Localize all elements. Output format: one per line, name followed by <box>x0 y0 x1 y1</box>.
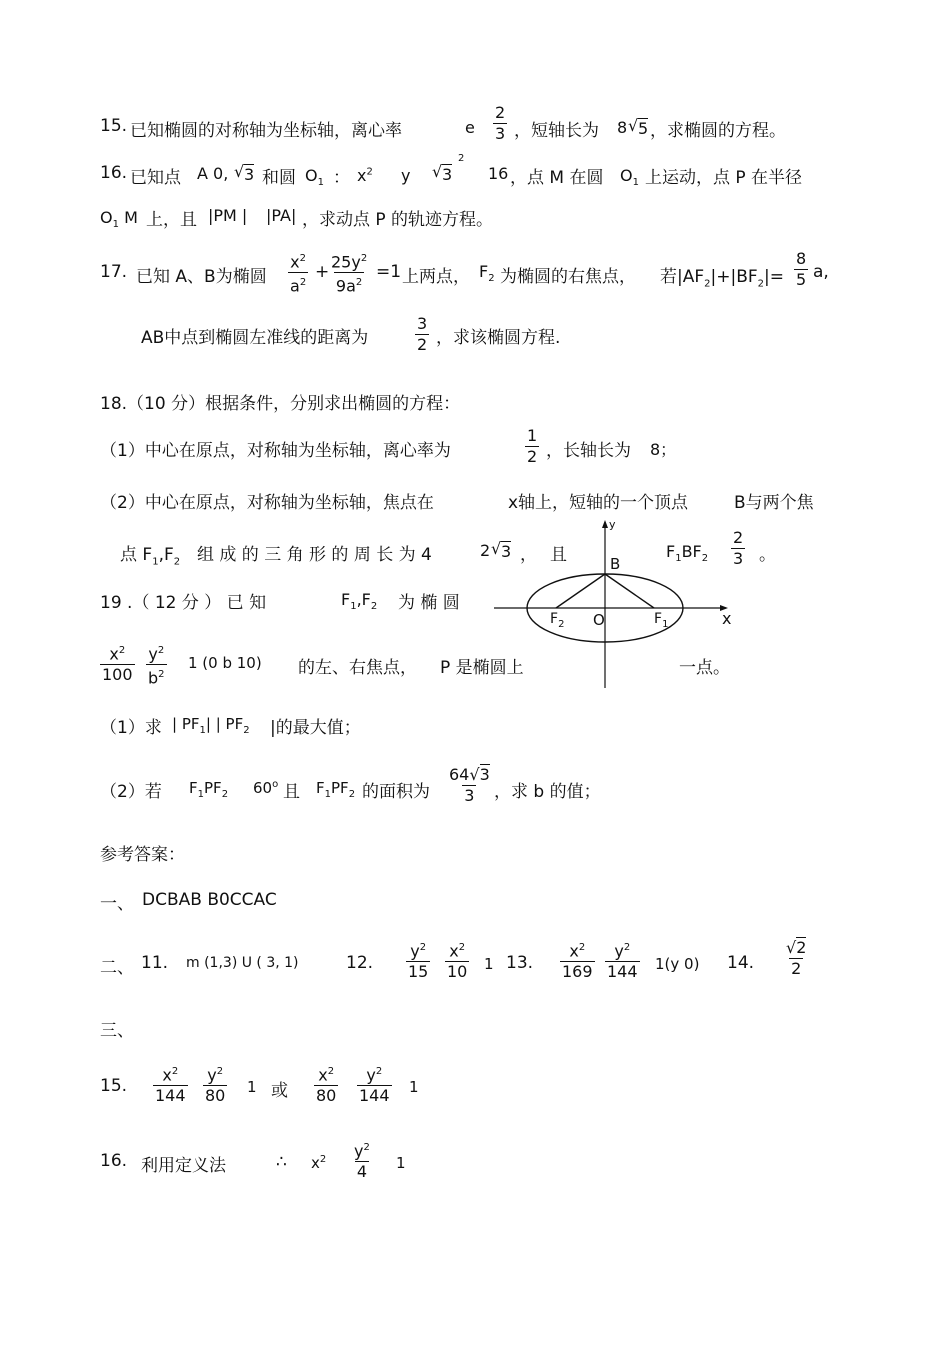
q16-text-6: 上，且 <box>146 210 197 230</box>
answer-15-number: 15. <box>100 1076 128 1096</box>
q19-part-2-and: 且 <box>283 782 300 802</box>
q19-part-2-text: （2）若 <box>100 782 162 802</box>
q18-angle-fraction: 2 3 <box>733 528 744 568</box>
answers-three-label: 三、 <box>100 1021 134 1041</box>
answer-15-frac-2: $y^2$ 80 <box>205 1065 226 1106</box>
answer-15-rhs-2: 1 <box>409 1078 419 1096</box>
answer-13-number: 13. <box>506 953 534 973</box>
q19-text-2: P 是椭圆上 <box>440 658 524 678</box>
q17-number: 17. <box>100 262 128 282</box>
q19-part-2-angle: $F_1PF_2$ <box>189 779 229 800</box>
q16-radicand: 3 <box>244 165 255 184</box>
q15-minor-radicand: 5 <box>638 119 649 138</box>
q19-part-1-text-2: |的最大值； <box>270 718 361 738</box>
diagram-o-label: O <box>593 611 605 629</box>
q19-frac-y: $y^2$ $b^2$ <box>148 644 165 688</box>
q19-frac-x: $x^2$ 100 <box>102 644 133 685</box>
q19-part-2-area-text: 的面积为 <box>362 782 430 802</box>
q15-number: 15. <box>100 116 128 136</box>
q17-text-5: a, <box>813 262 829 282</box>
q19-condition: 1 (0 b 10) <box>188 654 262 672</box>
answer-16-number: 16. <box>100 1151 128 1171</box>
sqrt-icon: √ <box>234 162 245 181</box>
q19-heading: 19 .（ 12 分 ） 已 知 <box>100 593 267 613</box>
q17-text-2: 上两点， <box>402 267 470 287</box>
q16-circle-o: $O_1$ <box>305 166 324 189</box>
q19-text-mid: 为 椭 圆 <box>398 593 460 613</box>
q18-eccentricity-fraction: 1 2 <box>527 426 538 466</box>
q16-text-5: 上运动，点 P 在半径 <box>645 168 803 188</box>
answer-16-frac: $y^2$ 4 <box>354 1141 370 1182</box>
q18-period: 。 <box>759 545 776 565</box>
q15-minor-coef: 8 <box>617 118 628 137</box>
q15-text-3: ，求椭圆的方程。 <box>650 121 786 141</box>
q17-equals: =1 <box>376 262 402 282</box>
q18-perimeter-radicand: 3 <box>501 542 512 561</box>
diagram-f2-label: $F_2$ <box>550 611 565 630</box>
answer-15-or: 或 <box>271 1081 288 1101</box>
answers-one-label: 一、 <box>100 894 134 914</box>
q15-e: e <box>465 118 475 137</box>
q16-y: y <box>401 166 411 185</box>
q17-text-4: 若$|AF_2|+|BF_2|=$ <box>660 267 785 290</box>
q18-part-2-text-2: x轴上，短轴的一个顶点 <box>508 493 689 513</box>
q17-plus: + <box>315 262 330 282</box>
q19-part-1-expr: | $PF_1|$ | $PF_2$ <box>172 715 250 736</box>
q17-distance-fraction: 3 2 <box>417 314 428 354</box>
q18-part-2-text: （2）中心在原点，对称轴为坐标轴，焦点在 <box>100 493 434 513</box>
answer-15-frac-3: $x^2$ 80 <box>316 1065 337 1106</box>
q16-pa: |PA| <box>266 206 297 225</box>
q18-comma: ， <box>520 545 537 565</box>
q18-part-1-text-2: ，长轴长为 <box>546 441 631 461</box>
q16-point-a: A 0, <box>197 164 229 183</box>
q19-part-2-text-2: ，求 b 的值； <box>494 782 601 802</box>
q19-part-1-text: （1）求 <box>100 718 162 738</box>
sqrt-icon: √ <box>786 938 797 957</box>
q17-text-7: ，求该椭圆方程. <box>436 328 561 348</box>
q16-circle-o-2: $O_1$ <box>620 166 639 189</box>
answer-14-number: 14. <box>727 953 755 973</box>
q17-frac-1: $x^2$ $a^2$ <box>290 252 307 296</box>
q15-text-2: ，短轴长为 <box>514 121 599 141</box>
q18-and: 且 <box>550 545 567 565</box>
answer-16-x: $x^2$ <box>311 1154 327 1172</box>
q16-text-7: ，求动点 P 的轨迹方程。 <box>302 210 494 230</box>
q17-f2: $F_2$ <box>479 262 495 285</box>
answer-12-frac-2: $x^2$ 10 <box>447 941 468 982</box>
sqrt-icon: √ <box>469 765 480 784</box>
answer-12-frac-1: $y^2$ 15 <box>408 941 429 982</box>
q18-part-2-line2: 点 $F_1,F_2$ <box>120 545 181 568</box>
diagram-b-label: B <box>610 555 621 573</box>
sqrt-icon: √ <box>432 162 443 181</box>
q16-square: 2 <box>458 153 465 164</box>
answer-15-frac-4: $y^2$ 144 <box>359 1065 390 1106</box>
answer-16-rhs: 1 <box>396 1154 406 1172</box>
answer-15-rhs: 1 <box>247 1078 257 1096</box>
q16-radicand-2: 3 <box>442 165 453 184</box>
q18-heading: 18.（10 分）根据条件，分别求出椭圆的方程： <box>100 394 461 414</box>
q16-x: $x^2$ <box>357 166 373 185</box>
answer-13-rhs: 1(y 0) <box>655 955 700 973</box>
q18-perimeter-coef: 2 <box>480 541 491 560</box>
q16-pm: |PM | <box>208 206 248 225</box>
diagram-y-label: y <box>609 518 616 531</box>
q16-text-1: 已知点 <box>130 168 181 188</box>
q19-foci: $F_1,F_2$ <box>341 590 378 613</box>
q17-frac-2: $25y^2$ $9a^2$ <box>331 252 368 296</box>
q16-text-3: ： <box>333 168 350 188</box>
q18-part-1-text: （1）中心在原点，对称轴为坐标轴，离心率为 <box>100 441 451 461</box>
answers-one: DCBAB B0CCAC <box>142 890 277 910</box>
q16-rhs: 16 <box>488 164 509 183</box>
answer-11-value: m (1,3) U ( 3, 1) <box>186 955 299 971</box>
answer-11-number: 11. <box>141 953 169 973</box>
q16-number: 16. <box>100 163 128 183</box>
sqrt-icon: √ <box>628 116 639 135</box>
q16-o1: $O_1$ M <box>100 208 138 231</box>
q19-area-fraction: 64√3 3 <box>449 765 490 805</box>
sqrt-icon: √ <box>491 539 502 558</box>
q18-part-2-text-3: B与两个焦 <box>734 493 814 513</box>
q18-part-2-line2-b: 组 成 的 三 角 形 的 周 长 为 4 <box>197 545 432 565</box>
q19-part-2-degrees: 60$^o$ <box>253 779 279 797</box>
q18-angle: $F_1BF_2$ <box>666 542 709 565</box>
q17-ratio-fraction: 8 5 <box>796 249 807 289</box>
q17-text-1: 已知 A、B为椭圆 <box>136 267 267 287</box>
q19-text-3: 一点。 <box>679 658 730 678</box>
diagram-x-label: x <box>722 609 732 628</box>
q19-part-2-triangle: $F_1PF_2$ <box>316 779 356 800</box>
diagram-f1-label: $F_1$ <box>654 611 669 630</box>
q18-part-1-value: 8； <box>650 440 677 459</box>
q17-text-6: AB中点到椭圆左准线的距离为 <box>141 328 369 348</box>
answers-heading: 参考答案： <box>100 845 185 865</box>
answer-13-frac-2: $y^2$ 144 <box>607 941 638 982</box>
answer-12-rhs: 1 <box>484 955 494 973</box>
q15-text-1: 已知椭圆的对称轴为坐标轴，离心率 <box>130 121 402 141</box>
therefore-icon: ∴ <box>276 1152 287 1172</box>
q15-eccentricity-fraction: 2 3 <box>495 103 506 143</box>
answer-16-text: 利用定义法 <box>141 1156 226 1176</box>
q16-text-2: 和圆 <box>262 168 296 188</box>
answer-14-frac: √2 2 <box>786 938 807 978</box>
answer-15-frac-1: $x^2$ 144 <box>155 1065 186 1106</box>
answers-two-label: 二、 <box>100 958 134 978</box>
q19-text-1: 的左、右焦点， <box>298 658 417 678</box>
answer-12-number: 12. <box>346 953 374 973</box>
q16-text-4: ，点 M 在圆 <box>510 168 604 188</box>
q17-text-3: 为椭圆的右焦点， <box>500 267 636 287</box>
answer-13-frac-1: $x^2$ 169 <box>562 941 593 982</box>
